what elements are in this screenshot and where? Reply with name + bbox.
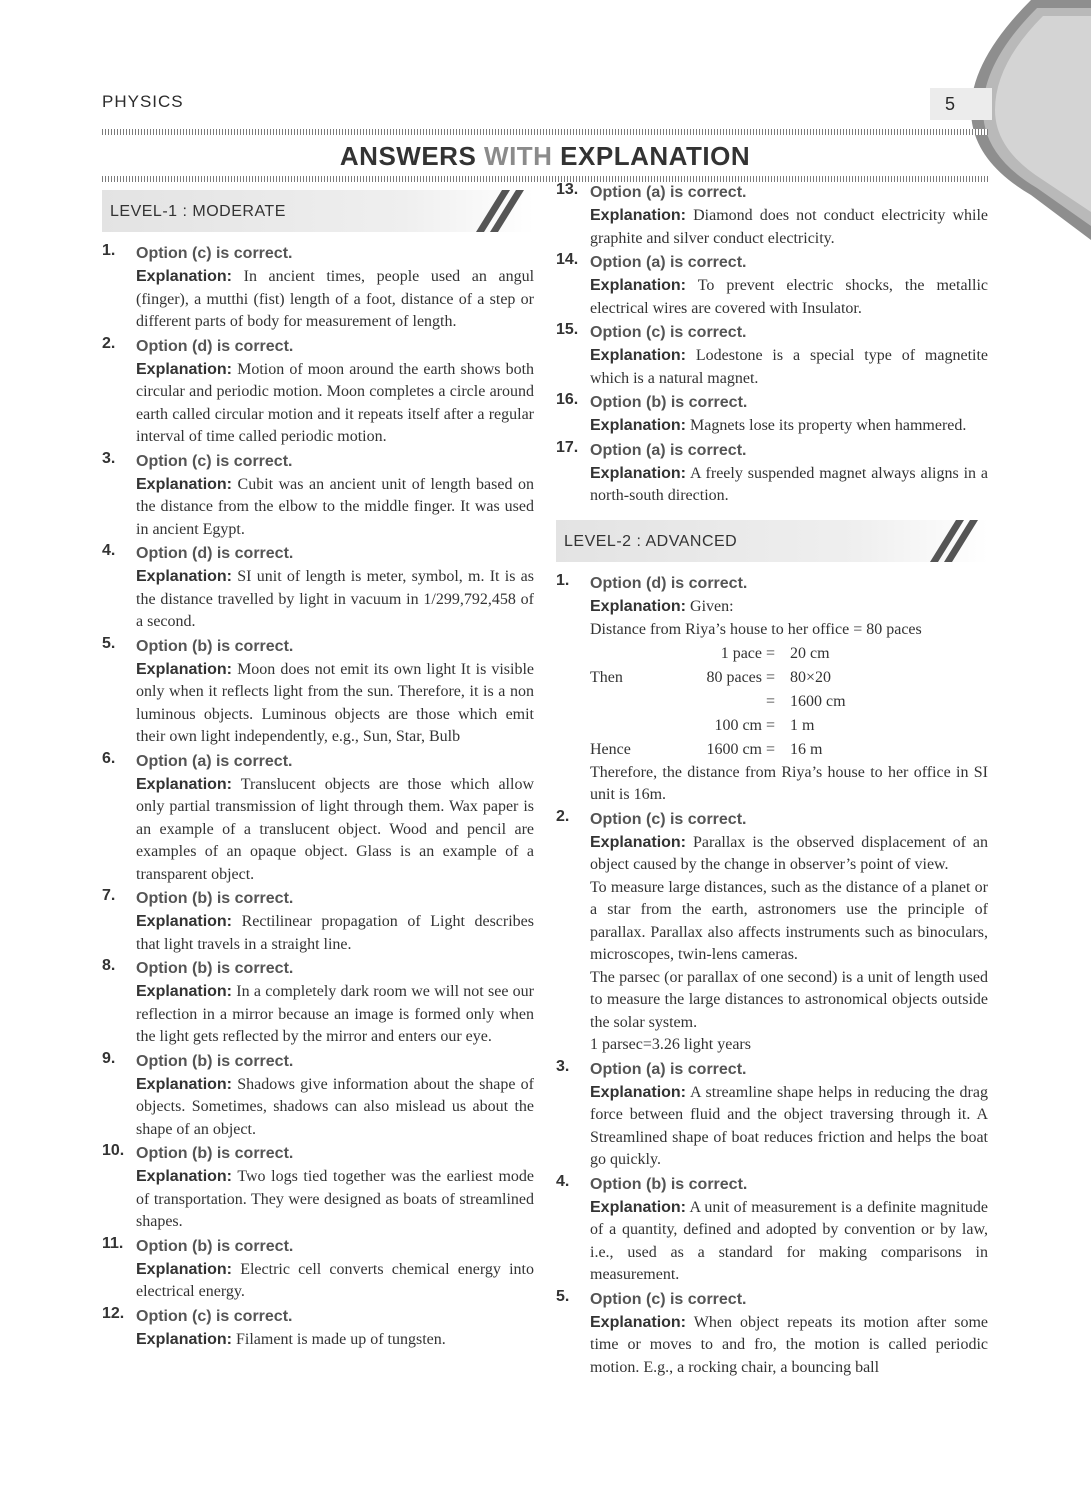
- title-part-with: WITH: [484, 141, 553, 171]
- explanation-label: Explanation:: [136, 475, 233, 493]
- calculation-block: [590, 642, 988, 762]
- answer-option: Option (a) is correct.: [136, 752, 293, 770]
- answer-explanation: [136, 474, 534, 542]
- explanation-label: Explanation:: [590, 1198, 687, 1216]
- answer-explanation: [136, 1259, 534, 1304]
- answer-explanation: [136, 1074, 534, 1142]
- calc-equals: =: [766, 692, 776, 710]
- level2-prefix: LEVEL-2: [564, 532, 632, 550]
- explanation-text: Parallax is the observed displacement of an object caused by the change in observer’s point of view.: [590, 833, 988, 873]
- explanation-text: A freely suspended magnet always aligns in a north-south direction.: [590, 464, 988, 504]
- explanation-text: Magnets lose its property when hammered.: [690, 417, 967, 434]
- answer-explanation: [590, 205, 988, 250]
- explanation-text: Two logs tied together was the earliest mode of transportation. They were designed as boats of streamlined shapes.: [136, 1168, 534, 1230]
- calc-equals: =: [766, 716, 776, 734]
- explanation-label: Explanation:: [136, 913, 233, 930]
- explanation-text: To prevent electric shocks, the metallic electrical wires are covered with Insulator.: [590, 277, 988, 317]
- calc-prefix: Hence: [590, 740, 631, 758]
- page-title: [102, 141, 988, 172]
- answer-explanation: [590, 1312, 988, 1380]
- explanation-text: Rectilinear propagation of Light describes that light travels in a straight line.: [136, 913, 535, 953]
- answer-number: 6.: [102, 749, 116, 767]
- level1-label: [110, 203, 286, 221]
- answer-item: [102, 750, 534, 887]
- calc-left: 100 cm: [714, 716, 762, 734]
- answer-item: [102, 450, 534, 542]
- answer-explanation: [136, 659, 534, 749]
- answer-explanation: [590, 415, 988, 438]
- answer-item: [556, 251, 988, 320]
- calculation-conclusion: Therefore, the distance from Riya’s house to her office in SI unit is 16m.: [590, 763, 988, 803]
- answer-number: 10.: [102, 1142, 125, 1159]
- answer-number: 11.: [102, 1234, 124, 1252]
- answer-option: Option (c) is correct.: [136, 245, 293, 262]
- explanation-text: Filament is made up of tungsten.: [236, 1330, 446, 1348]
- answer-number: 17.: [556, 438, 579, 456]
- answer-explanation: [590, 1197, 988, 1287]
- answer-item: [556, 1288, 988, 1380]
- calc-row: [590, 642, 988, 666]
- answer-option: Option (b) is correct.: [136, 637, 294, 655]
- title-part-explanation: EXPLANATION: [552, 141, 751, 171]
- explanation-text: Cubit was an ancient unit of length based on the distance from the elbow to the middle finger. It was used in ancient Egypt.: [136, 475, 534, 538]
- calc-row: [590, 714, 988, 738]
- explanation-label: Explanation:: [590, 417, 687, 434]
- answer-explanation: [136, 566, 534, 634]
- answer-number: 2.: [556, 807, 570, 825]
- answer-explanation: [590, 275, 988, 320]
- answer-option: Option (b) is correct.: [136, 1237, 294, 1255]
- level1-prefix: LEVEL-1: [110, 203, 178, 220]
- answer-number: 8.: [102, 957, 116, 974]
- answer-explanation: [136, 359, 534, 449]
- subject-header: PHYSICS: [102, 92, 184, 111]
- answer-item: [556, 808, 988, 1057]
- answer-item: [102, 635, 534, 749]
- explanation-label: Explanation:: [590, 597, 687, 615]
- answer-option: Option (c) is correct.: [590, 1290, 747, 1308]
- explanation-text: In ancient times, people used an angul (finger), a mutthi (fist) length of a foot, distance of a step or different parts of body for measurement of length.: [136, 268, 535, 330]
- answer-explanation: [590, 1082, 988, 1172]
- answer-item: [102, 957, 534, 1049]
- answer-explanation: [136, 774, 534, 887]
- explanation-text: Diamond does not conduct electricity while graphite and silver conduct electricity.: [590, 207, 989, 247]
- answer-explanation: [136, 266, 534, 334]
- answer-option: Option (a) is correct.: [590, 254, 747, 271]
- left-column: [102, 190, 534, 1352]
- answer-explanation: [590, 463, 988, 508]
- explanation-label: Explanation:: [136, 1260, 233, 1278]
- answer-explanation: [136, 1166, 534, 1234]
- calc-row: [590, 738, 988, 762]
- explanation-label: Explanation:: [136, 660, 233, 678]
- explanation-paragraph: To measure large distances, such as the distance of a planet or a star from the earth, astronomers use the principle of parallax. Parallax also affects instruments such as binoculars, microscopes, twin-lens cameras.: [590, 878, 988, 963]
- explanation-label: Explanation:: [136, 1075, 233, 1093]
- answer-number: 12.: [102, 1304, 125, 1322]
- answer-explanation: [590, 345, 988, 390]
- answer-number: 4.: [556, 1172, 570, 1190]
- answer-item: [556, 1058, 988, 1172]
- explanation-line: Distance from Riya’s house to her office = 80 paces: [590, 621, 922, 638]
- answer-number: 5.: [556, 1287, 570, 1305]
- answer-option: Option (c) is correct.: [136, 452, 293, 470]
- corner-tab-decoration: [971, 0, 1091, 250]
- calc-left: 1 pace: [720, 644, 762, 662]
- explanation-label: Explanation:: [590, 1083, 687, 1101]
- explanation-label: Explanation:: [590, 464, 687, 482]
- answer-item: [102, 1050, 534, 1142]
- answer-explanation: [136, 981, 534, 1049]
- calc-right: 80×20: [790, 668, 832, 686]
- explanation-label: Explanation:: [136, 1330, 233, 1348]
- answer-option: Option (d) is correct.: [136, 545, 294, 562]
- answer-option: Option (a) is correct.: [590, 184, 747, 201]
- level2-sep: :: [631, 532, 646, 550]
- answer-number: 16.: [556, 391, 579, 408]
- explanation-text: Moon does not emit its own light It is visible only when it reflects light from the sun. Therefore, it is a non luminous objects. Luminous objects are those which emit their own light independently, e.g., Sun, Star, Bulb: [136, 660, 534, 745]
- answer-number: 7.: [102, 887, 116, 904]
- explanation-label: Explanation:: [136, 568, 233, 585]
- calc-equals: =: [766, 644, 776, 662]
- explanation-text: Shadows give information about the shape of objects. Sometimes, shadows can also mislead us about the shape of an object.: [136, 1075, 535, 1138]
- answer-explanation: [136, 911, 534, 956]
- level1-sep: :: [177, 203, 193, 220]
- level1-answer-list: [102, 242, 534, 1351]
- explanation-label: Explanation:: [136, 983, 233, 1000]
- calc-prefix: Then: [590, 668, 623, 686]
- calc-left: 80 paces: [706, 668, 762, 686]
- explanation-label: Explanation:: [136, 775, 233, 793]
- answer-option: Option (b) is correct.: [590, 394, 748, 411]
- calc-left: 1600 cm: [706, 740, 762, 758]
- answer-item: [556, 391, 988, 438]
- page-number: 5: [945, 94, 956, 114]
- top-divider: [102, 129, 988, 135]
- answer-number: 3.: [102, 449, 116, 467]
- calc-equals: =: [766, 740, 776, 758]
- answer-option: Option (c) is correct.: [590, 324, 747, 341]
- answer-option: Option (b) is correct.: [136, 890, 294, 907]
- explanation-text: Motion of moon around the earth shows both circular and periodic motion. Moon completes a circle around earth called circular motion and it repeats itself after a regular interval of time called periodic motion.: [136, 360, 535, 445]
- level2-header: [556, 520, 988, 562]
- answer-item: [102, 1142, 534, 1234]
- answer-number: 2.: [102, 334, 116, 352]
- answer-number: 4.: [102, 542, 116, 559]
- explanation-text: Electric cell converts chemical energy into electrical energy.: [136, 1260, 535, 1300]
- explanation-label: Explanation:: [590, 833, 687, 851]
- answer-option: Option (a) is correct.: [590, 1060, 747, 1078]
- answer-item: [102, 887, 534, 956]
- explanation-label: Explanation:: [136, 268, 233, 285]
- answer-option: Option (b) is correct.: [136, 1145, 294, 1162]
- explanation-text: Lodestone is a special type of magnetite which is a natural magnet.: [590, 347, 989, 387]
- explanation-label: Explanation:: [590, 347, 687, 364]
- right-column: [556, 181, 988, 1380]
- level1-answer-list-continued: [556, 181, 988, 508]
- answer-number: 9.: [102, 1049, 116, 1067]
- explanation-label: Explanation:: [136, 1168, 233, 1185]
- calc-right: 1 m: [790, 716, 815, 734]
- answer-item: [556, 1173, 988, 1287]
- explanation-text: In a completely dark room we will not see our reflection in a mirror because an image is formed only when the light gets reflected by the mirror and enters our eye.: [136, 983, 535, 1045]
- answer-number: 15.: [556, 321, 579, 338]
- level2-name: ADVANCED: [645, 532, 738, 550]
- explanation-text: A unit of measurement is a definite magnitude of a quantity, defined and adopted by convention or by law, i.e., used as a standard for making comparisons in measurement.: [590, 1198, 988, 1283]
- answer-item: [556, 181, 988, 250]
- answer-option: Option (b) is correct.: [136, 960, 294, 977]
- answer-option: Option (b) is correct.: [590, 1175, 748, 1193]
- answer-explanation: [590, 832, 988, 877]
- answer-number: 1.: [556, 571, 570, 589]
- level1-name: MODERATE: [192, 203, 286, 220]
- answer-item: [102, 242, 534, 334]
- answer-explanation: [590, 596, 988, 619]
- level1-header: [102, 190, 534, 232]
- answer-option: Option (d) is correct.: [590, 574, 748, 592]
- calc-right: 1600 cm: [790, 692, 846, 710]
- stripes-decoration: [920, 520, 980, 562]
- answer-item: [556, 321, 988, 390]
- stripes-decoration: [466, 190, 526, 232]
- calc-right: 20 cm: [790, 644, 830, 662]
- explanation-paragraph: The parsec (or parallax of one second) is a unit of length used to measure the large distances to astronomical objects outside the solar system.: [590, 968, 988, 1031]
- calc-row: [590, 690, 988, 714]
- calc-equals: =: [766, 668, 776, 686]
- answer-item: [102, 335, 534, 449]
- answer-item: [102, 1305, 534, 1352]
- calc-right: 16 m: [790, 740, 823, 758]
- explanation-text: A streamline shape helps in reducing the drag force between fluid and the object traversing through it. A Streamlined shape of boat reduces friction and helps the boat go quickly.: [590, 1083, 988, 1168]
- explanation-label: Explanation:: [590, 277, 687, 294]
- explanation-text: When object repeats its motion after some time or moves to and fro, the motion is called periodic motion. E.g., a rocking chair, a bouncing ball: [590, 1313, 988, 1376]
- explanation-text: Given:: [690, 597, 734, 615]
- level2-label: [564, 533, 737, 551]
- answer-option: Option (c) is correct.: [590, 810, 747, 828]
- answer-option: Option (c) is correct.: [136, 1307, 293, 1325]
- answer-item: [102, 1235, 534, 1304]
- title-part-answers: ANSWERS: [339, 141, 485, 171]
- answer-option: Option (a) is correct.: [590, 441, 747, 459]
- answer-number: 14.: [556, 251, 579, 268]
- answer-item: [102, 542, 534, 634]
- answer-option: Option (b) is correct.: [136, 1052, 294, 1070]
- answer-number: 5.: [102, 634, 116, 652]
- answer-explanation: [136, 1329, 534, 1352]
- answer-number: 1.: [102, 242, 116, 259]
- explanation-text: SI unit of length is meter, symbol, m. It is as the distance travelled by light in vacuum in 1/299,792,458 of a second.: [136, 568, 534, 630]
- answer-number: 3.: [556, 1057, 570, 1075]
- answer-item: [556, 572, 988, 807]
- calc-row: [590, 666, 988, 690]
- answer-number: 13.: [556, 181, 579, 198]
- page-number-box: [930, 88, 992, 120]
- explanation-label: Explanation:: [590, 1313, 687, 1331]
- answer-option: Option (d) is correct.: [136, 337, 294, 355]
- explanation-label: Explanation:: [590, 207, 687, 224]
- explanation-paragraph: 1 parsec=3.26 light years: [590, 1036, 751, 1053]
- explanation-text: Translucent objects are those which allow only partial transmission of light through them. Wax paper is an example of a translucent object. Wood and pencil are examples of an opaque object. Glass is an example of a transparent object.: [136, 775, 534, 883]
- explanation-label: Explanation:: [136, 360, 233, 378]
- answer-item: [556, 439, 988, 508]
